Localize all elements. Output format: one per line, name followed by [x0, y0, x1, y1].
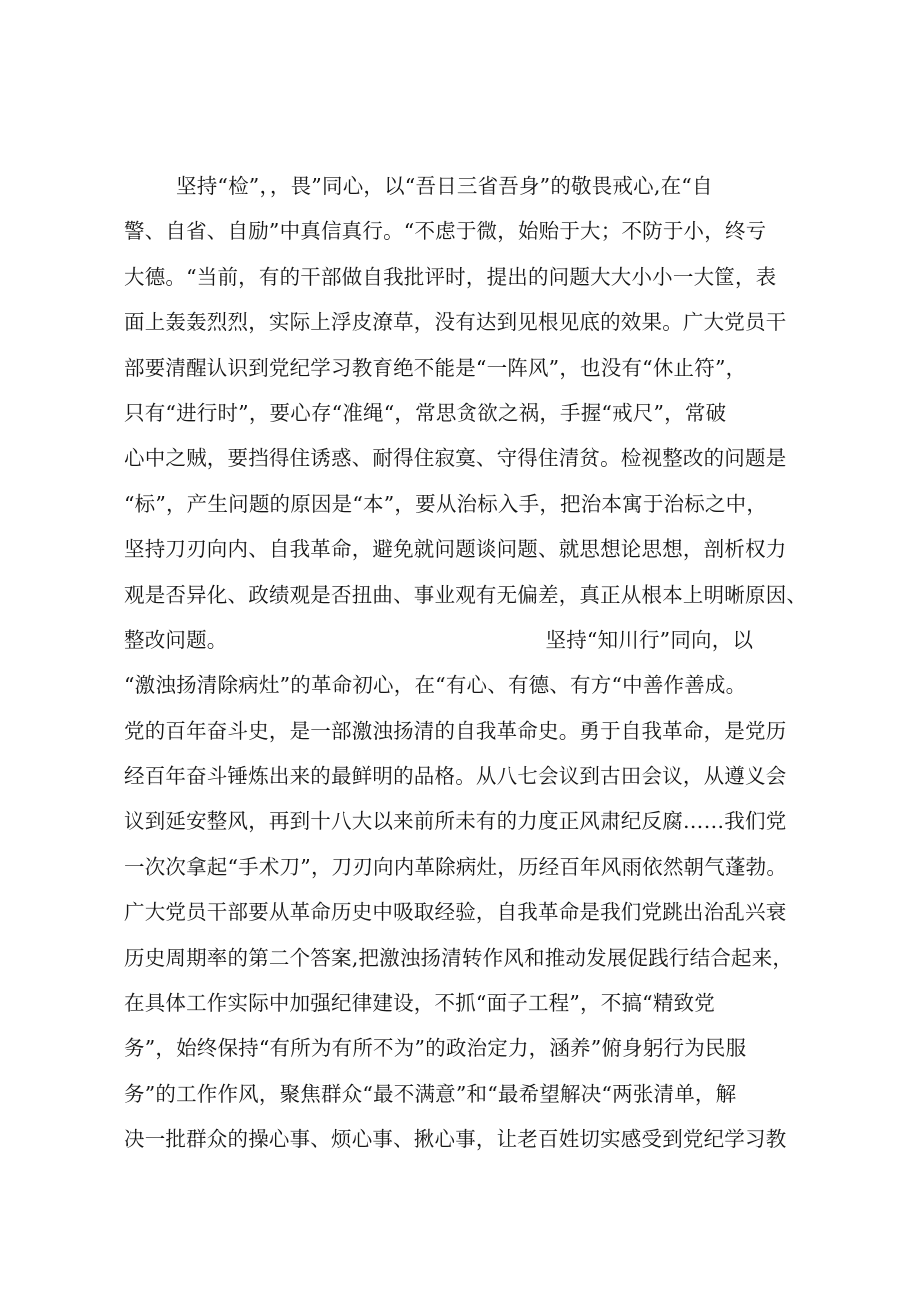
text-line: 警、自省、自励”中真信真行。“不虑于微，始贻于大；不防于小，终亏: [124, 219, 767, 244]
text-line: 面上轰轰烈烈，实际上浮皮潦草，没有达到见根见底的效果。广大党员干: [124, 310, 787, 335]
text-line: 坚持刀刃向内、自我革命，避免就问题谈问题、就思想论思想，剖析权力: [124, 537, 787, 562]
text-line: 务”的工作作风，聚焦群众“最不满意”和“最希望解决“两张清单，解: [124, 1081, 737, 1106]
text-line: 只有“进行时”，要心存“准绳“，常思贪欲之祸，手握“戒尺”，常破: [124, 400, 727, 425]
text-line: 部要清醒认识到党纪学习教育绝不能是“一阵风”，也没有“休止符”，: [124, 355, 747, 380]
text-line: 观是否异化、政绩观是否扭曲、事业观有无偏差，真正从根本上明晰原因、: [124, 582, 808, 607]
text-line: 大德。“当前，有的干部做自我批评时，提出的问题大大小小一大筐，表: [124, 264, 777, 289]
text-line: 坚持“检”，，畏”同心，以“吾日三省吾身”的敬畏戒心,在“自: [176, 174, 713, 198]
text-line-left: 整改问题。: [124, 627, 228, 652]
text-line: [124, 618, 824, 663]
text-line: 决一批群众的操心事、烦心事、揪心事，让老百姓切实感受到党纪学习教: [124, 1127, 787, 1152]
text-line: “激浊扬清除病灶”的革命初心，在“有心、有德、有方“中善作善成。: [124, 673, 747, 698]
text-line: 历史周期率的第二个答案,把激浊扬清转作风和推动发展促践行结合起来，: [124, 945, 794, 970]
text-line-right: 坚持“知川行”同向，以: [545, 627, 754, 652]
text-line: 务”，始终保持“有所为有所不为”的政治定力，涵养”俯身躬行为民服: [124, 1036, 747, 1061]
text-line: “标”，产生问题的原因是“本”，要从治标入手，把治本寓于治标之中，: [124, 491, 768, 516]
text-line: 党的百年奋斗史，是一部激浊扬清的自我革命史。勇于自我革命，是党历: [124, 718, 787, 743]
text-line: 一次次拿起“手术刀”，刀刃向内革除病灶，历经百年风雨依然朝气蓬勃。: [124, 854, 788, 879]
text-line: 心中之贼，要挡得住诱惑、耐得住寂寞、守得住清贫。检视整改的问题是: [124, 446, 787, 471]
text-line: 经百年奋斗锤炼出来的最鲜明的品格。从八七会议到古田会议，从遵义会: [124, 764, 787, 789]
body-text: [124, 164, 824, 1163]
text-line: 议到延安整风，再到十八大以来前所未有的力度正风肃纪反腐……我们党: [124, 809, 787, 834]
text-line: 广大党员干部要从革命历史中吸取经验，自我革命是我们党跳出治乱兴衰: [124, 900, 787, 925]
text-line: 在具体工作实际中加强纪律建设，不抓“面子工程”，不搞“精致党: [124, 991, 715, 1016]
